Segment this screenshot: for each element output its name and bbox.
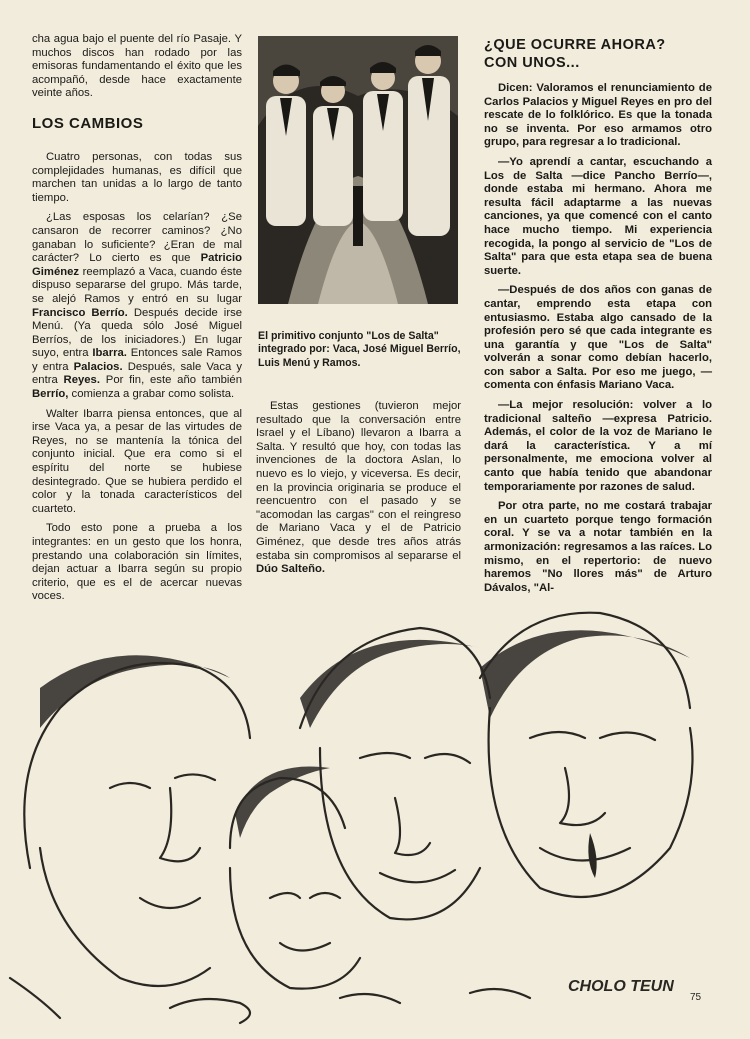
paragraph-prueba: Todo esto pone a prueba a los integrantes: en un gesto que los honra, prestando una colaboración sin límites, dejan actuar a Ibarra según su propio criterio, que es el de acercar nuevas voces.	[32, 522, 242, 603]
paragraph-mariano-vaca: —Después de dos años con ganas de cantar, emprendo esta etapa con entusiasmo. Estaba algo cansado de la profesión pero sé que cada integrante es una garantía y que "Los de Salta" volverán a sonar como debían hacerlo, con sabor a Salta. Por eso me juego, —comenta con énfasis Mariano Vaca.	[484, 284, 712, 392]
middle-column	[256, 400, 461, 583]
section-heading-los-cambios: LOS CAMBIOS	[32, 114, 144, 132]
heading-line-2: CON UNOS...	[484, 55, 580, 71]
paragraph-pancho-berrio: —Yo aprendí a cantar, escuchando a Los de Salta —dice Pancho Berrío—, donde estaba mi hermano. Ahora me resulta fácil adaptarme a las nuevas canciones, ya que comencé con el canto hace mucho tiempo. Mi experiencia recogida, la pongo al servicio de "Los de Salta" para que esta etapa sea de buena suerte.	[484, 155, 712, 277]
paragraph-gestiones: Estas gestiones (tuvieron mejor resultado que la conversación entre Israel y el Líbano) llevaron a Ibarra a Salta. Y resultó que hoy, con todas las invenciones de la doctora Aslan, lo nuevo es lo viejo, y viceversa. Es decir, en la provincia originaria se produce el reencuentro con el pasado y se "acomodan las cargas" con el reingreso de Mariano Vaca y el de Patricio Giménez, que desde tres años atrás estaba sin compromisos al separarse el Dúo Salteño.	[256, 400, 461, 576]
right-column	[484, 36, 712, 601]
paragraph-dicen: Dicen: Valoramos el renunciamiento de Carlos Palacios y Miguel Reyes en pro del rescate de lo folklórico. Es que la tonada no se inventa. Por eso armamos otro grupo, para regresar a lo tradicional.	[484, 82, 712, 149]
name-reyes: Reyes.	[63, 374, 100, 387]
name-duo-salteno: Dúo Salteño.	[256, 563, 326, 576]
signature-year: 75	[690, 992, 702, 1003]
section-heading-que-ocurre	[484, 36, 712, 72]
group-photo	[258, 36, 458, 304]
paragraph-patricio: —La mejor resolución: volver a lo tradicional salteño —expresa Patricio. Además, el color de la voz de Mariano le dará la característica. Y a mí personalmente, me emociona volver al canto que había tenido que abandonar temporariamente por razones de salud.	[484, 399, 712, 493]
photo-caption: El primitivo conjunto "Los de Salta" integrado por: Vaca, José Miguel Berrío, Luis Menú y Ramos.	[258, 330, 461, 369]
intro-paragraph: cha agua bajo el puente del río Pasaje. Y muchos discos han rodado por las emisoras fundamentando el éxito que les acompañó, desde hace exactamente veinte años.	[32, 33, 242, 100]
heading-line-1: ¿QUE OCURRE AHORA?	[484, 37, 666, 53]
name-ibarra: Ibarra.	[92, 347, 127, 360]
name-patricio-gimenez: Patricio Giménez	[32, 252, 242, 278]
caricature-illustration	[0, 598, 750, 1034]
paragraph-cuatro-personas: Cuatro personas, con todas sus complejidades humanas, es difícil que marchen tan unidas a lo largo de tanto tiempo.	[32, 150, 242, 204]
name-berrio: Berrío,	[32, 388, 69, 401]
name-palacios: Palacios.	[73, 360, 123, 373]
caricature-drawing	[0, 598, 750, 1034]
left-column	[32, 33, 242, 610]
group-photo-illustration	[258, 36, 458, 304]
artist-signature: CHOLO TEUN	[568, 978, 674, 995]
paragraph-walter-ibarra: Walter Ibarra piensa entonces, que al irse Vaca ya, a pesar de las virtudes de Reyes, no se mantenía la tónica del conjunto inicial. Que era como si el espíritu del norte se hubiese desintegrado. Que se hubiera perdido el color y la tonada característicos del cuarteto.	[32, 407, 242, 515]
name-francisco-berrio: Francisco Berrío.	[32, 306, 128, 319]
paragraph-otra-parte: Por otra parte, no me costará trabajar en un cuarteto porque tengo formación coral. Y se va a notar también en la armonización: regresamos a las raíces. Lo mismo, en el repertorio: de nuevo haremos "No llores más" de Arturo Dávalos, "Al-	[484, 500, 712, 594]
paragraph-esposas: ¿Las esposas los celarían? ¿Se cansaron de recorrer caminos? ¿No ganaban lo suficiente? ¿Eran de mal carácter? Lo cierto es que Patricio Giménez reemplazó a Vaca, cuando éste dispuso separarse del grupo. Más tarde, se alejó Ramos y entró en su lugar Francisco Berrío. Después decide irse Menú. (Ya queda sólo José Miguel Berríos, de los iniciadores.) En lugar suyo, entra Ibarra. Entonces sale Ramos y entra Palacios. Después, sale Vaca y entra Reyes. Por fin, este año también Berrío, comienza a grabar como solista.	[32, 211, 243, 401]
